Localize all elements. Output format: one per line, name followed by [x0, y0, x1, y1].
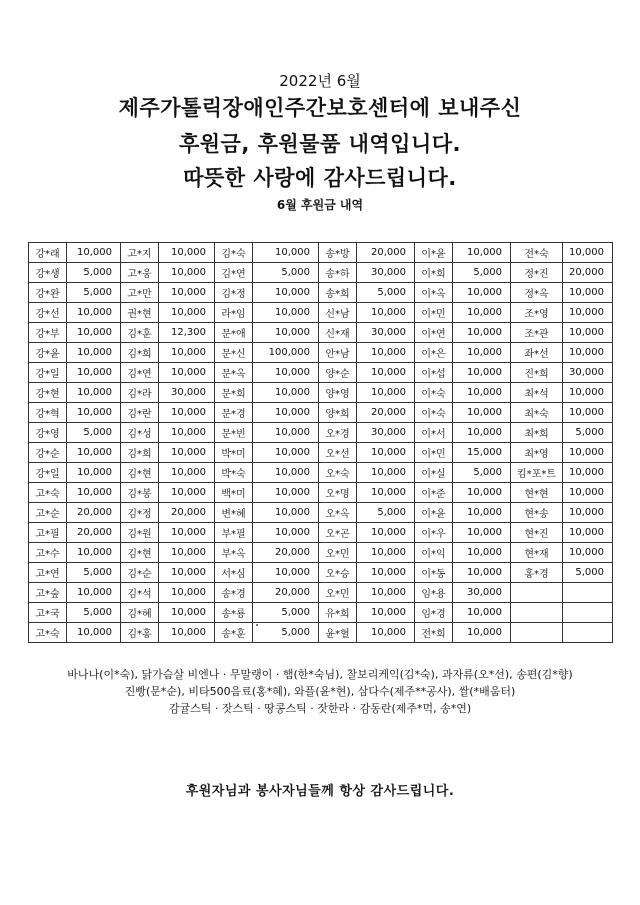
amount-cell: 30,000: [563, 363, 613, 383]
amount-cell: 10,000: [159, 363, 215, 383]
donor-cell: 이*실: [415, 463, 453, 483]
donor-cell: 좌*선: [511, 343, 563, 363]
donor-cell: 김*라: [121, 383, 159, 403]
amount-cell: 10,000: [159, 623, 215, 643]
amount-cell: 10,000: [453, 503, 511, 523]
amount-cell: 10,000: [67, 443, 121, 463]
donor-cell: 오*경: [319, 423, 357, 443]
donor-cell: 강*현: [29, 383, 67, 403]
donor-cell: 이*우: [415, 523, 453, 543]
donor-cell: 전*숙: [511, 243, 563, 263]
amount-cell: 10,000: [67, 343, 121, 363]
amount-cell: 10,000: [67, 463, 121, 483]
amount-cell: 5,000: [253, 603, 319, 623]
donor-cell: 백*미: [215, 483, 253, 503]
donation-table-body: [29, 243, 613, 643]
table-row: [29, 503, 613, 523]
amount-cell: 5,000: [67, 563, 121, 583]
donor-cell: 오*명: [319, 483, 357, 503]
donor-cell: 김*홍: [121, 623, 159, 643]
donor-cell: 박*숙: [215, 463, 253, 483]
amount-cell: 20,000: [357, 403, 415, 423]
amount-cell: 15,000: [453, 443, 511, 463]
amount-cell: 100,000: [253, 343, 319, 363]
amount-cell: 5,000: [67, 603, 121, 623]
donor-cell: 최*석: [511, 383, 563, 403]
amount-cell: 10,000: [453, 283, 511, 303]
amount-cell: 10,000: [67, 543, 121, 563]
amount-cell: 10,000: [563, 343, 613, 363]
amount-cell: 10,000: [253, 243, 319, 263]
donor-cell: 안*남: [319, 343, 357, 363]
donor-cell: 유*희: [319, 603, 357, 623]
amount-cell: 10,000: [453, 323, 511, 343]
amount-cell: 5,000: [67, 283, 121, 303]
donor-cell: 이*섭: [415, 363, 453, 383]
amount-cell: 10,000: [159, 283, 215, 303]
donor-cell: 강*생: [29, 263, 67, 283]
donor-cell: 고*순: [29, 503, 67, 523]
amount-cell: 10,000: [563, 503, 613, 523]
amount-cell: 10,000: [357, 463, 415, 483]
donor-cell: 김*봉: [121, 483, 159, 503]
stray-dot: [256, 624, 258, 626]
donor-cell: 강*순: [29, 443, 67, 463]
amount-cell: 10,000: [253, 483, 319, 503]
donor-cell: 이*숙: [415, 403, 453, 423]
amount-cell: 10,000: [563, 543, 613, 563]
donor-cell: 임*경: [415, 603, 453, 623]
donor-cell: 강*선: [29, 303, 67, 323]
amount-cell: 10,000: [159, 463, 215, 483]
donor-cell: 권*현: [121, 303, 159, 323]
table-row: [29, 303, 613, 323]
donor-cell: 송*훈: [215, 623, 253, 643]
amount-cell: 10,000: [67, 623, 121, 643]
amount-cell: 10,000: [453, 623, 511, 643]
table-row: [29, 263, 613, 283]
amount-cell: 30,000: [357, 423, 415, 443]
amount-cell: 10,000: [253, 463, 319, 483]
table-row: [29, 363, 613, 383]
donor-cell: 문*경: [215, 403, 253, 423]
donor-cell: 오*숙: [319, 463, 357, 483]
donor-cell: 이*동: [415, 563, 453, 583]
donated-items: [0, 666, 640, 717]
donor-cell: 이*희: [415, 263, 453, 283]
amount-cell: 10,000: [159, 543, 215, 563]
donor-cell: 강*일: [29, 463, 67, 483]
table-row: [29, 623, 613, 643]
amount-cell: 10,000: [159, 263, 215, 283]
donor-cell: 송*하: [319, 263, 357, 283]
amount-cell: 10,000: [67, 583, 121, 603]
amount-cell: 20,000: [253, 543, 319, 563]
donor-cell: 김*원: [121, 523, 159, 543]
donor-cell: 최*영: [511, 443, 563, 463]
donor-cell: 김*성: [121, 423, 159, 443]
donor-cell: 최*희: [511, 423, 563, 443]
amount-cell: 10,000: [67, 383, 121, 403]
table-row: [29, 423, 613, 443]
amount-cell: 10,000: [159, 523, 215, 543]
heading-line-3: 따뜻한 사랑에 감사드립니다.: [183, 166, 457, 190]
amount-cell: 10,000: [563, 283, 613, 303]
amount-cell: 30,000: [453, 583, 511, 603]
amount-cell: 5,000: [453, 263, 511, 283]
donor-cell: 김*희: [121, 443, 159, 463]
donor-cell: 강*영: [29, 423, 67, 443]
amount-cell: 10,000: [357, 523, 415, 543]
donor-cell: 김*석: [121, 583, 159, 603]
amount-cell: [563, 583, 613, 603]
donor-cell: 변*혜: [215, 503, 253, 523]
table-row: [29, 483, 613, 503]
amount-cell: 10,000: [453, 243, 511, 263]
amount-cell: 10,000: [159, 603, 215, 623]
table-row: [29, 443, 613, 463]
donor-cell: 윤*혈: [319, 623, 357, 643]
amount-cell: 10,000: [357, 443, 415, 463]
donor-cell: 김*순: [121, 563, 159, 583]
table-row: [29, 543, 613, 563]
amount-cell: 10,000: [563, 383, 613, 403]
amount-cell: 10,000: [159, 303, 215, 323]
amount-cell: 10,000: [67, 403, 121, 423]
amount-cell: 10,000: [357, 563, 415, 583]
donor-cell: 송*방: [319, 243, 357, 263]
amount-cell: 10,000: [253, 303, 319, 323]
donor-cell: 이*숙: [415, 383, 453, 403]
amount-cell: 10,000: [453, 363, 511, 383]
amount-cell: 10,000: [357, 483, 415, 503]
donor-cell: 송*룡: [215, 603, 253, 623]
donor-cell: 문*애: [215, 323, 253, 343]
donation-table: [28, 242, 613, 643]
amount-cell: 20,000: [67, 503, 121, 523]
donor-cell: 양*영: [319, 383, 357, 403]
table-row: [29, 603, 613, 623]
donor-cell: 고*만: [121, 283, 159, 303]
amount-cell: 10,000: [357, 383, 415, 403]
donor-cell: 이*은: [415, 343, 453, 363]
amount-cell: 5,000: [357, 283, 415, 303]
table-row: [29, 283, 613, 303]
donor-cell: 이*민: [415, 303, 453, 323]
table-row: [29, 463, 613, 483]
amount-cell: 10,000: [453, 483, 511, 503]
donor-cell: 문*빈: [215, 423, 253, 443]
donor-cell: 임*용: [415, 583, 453, 603]
amount-cell: 10,000: [159, 243, 215, 263]
amount-cell: [563, 603, 613, 623]
donor-cell: 이*연: [415, 323, 453, 343]
donor-cell: 고*숲: [29, 583, 67, 603]
amount-cell: 10,000: [253, 283, 319, 303]
donor-cell: 김*혜: [121, 603, 159, 623]
donor-cell: 조*관: [511, 323, 563, 343]
amount-cell: 20,000: [563, 263, 613, 283]
donor-cell: 김*희: [121, 343, 159, 363]
amount-cell: 30,000: [357, 263, 415, 283]
donor-cell: 이*익: [415, 543, 453, 563]
amount-cell: 10,000: [159, 563, 215, 583]
donor-cell: 김*란: [121, 403, 159, 423]
donor-cell: 부*필: [215, 523, 253, 543]
table-row: [29, 403, 613, 423]
donor-cell: 강*혁: [29, 403, 67, 423]
amount-cell: 10,000: [253, 323, 319, 343]
donor-cell: 문*신: [215, 343, 253, 363]
donor-cell: 김*연: [215, 263, 253, 283]
amount-cell: 10,000: [253, 363, 319, 383]
closing-message: 후원자님과 봉사자님들께 항상 감사드립니다.: [185, 784, 455, 799]
donor-cell: 김*정: [121, 503, 159, 523]
amount-cell: 10,000: [253, 523, 319, 543]
donor-cell: 정*진: [511, 263, 563, 283]
amount-cell: 10,000: [357, 363, 415, 383]
amount-cell: 10,000: [253, 383, 319, 403]
table-row: [29, 563, 613, 583]
donor-cell: 이*옥: [415, 283, 453, 303]
table-row: [29, 343, 613, 363]
amount-cell: 10,000: [159, 403, 215, 423]
amount-cell: 30,000: [357, 323, 415, 343]
donor-cell: 강*부: [29, 323, 67, 343]
amount-cell: 5,000: [253, 263, 319, 283]
amount-cell: 12,300: [159, 323, 215, 343]
amount-cell: 10,000: [357, 603, 415, 623]
amount-cell: 10,000: [453, 603, 511, 623]
donor-cell: 오*옥: [319, 503, 357, 523]
donor-cell: 강*윤: [29, 343, 67, 363]
donor-cell: 양*희: [319, 403, 357, 423]
donor-cell: 정*옥: [511, 283, 563, 303]
amount-cell: [563, 623, 613, 643]
amount-cell: 10,000: [67, 483, 121, 503]
donor-cell: 강*완: [29, 283, 67, 303]
amount-cell: 10,000: [253, 563, 319, 583]
amount-cell: 10,000: [357, 543, 415, 563]
amount-cell: 10,000: [453, 303, 511, 323]
donor-cell: 고*숙: [29, 483, 67, 503]
amount-cell: 20,000: [253, 583, 319, 603]
amount-cell: 5,000: [563, 423, 613, 443]
donor-cell: 이*윤: [415, 243, 453, 263]
donor-cell: 고*숙: [29, 623, 67, 643]
items-line-3: 감귤스틱 · 잣스틱 · 땅콩스틱 · 잣한라 · 감동란(제주*먹, 송*연): [168, 702, 472, 715]
table-row: [29, 243, 613, 263]
amount-cell: 10,000: [253, 403, 319, 423]
donor-cell: 라*임: [215, 303, 253, 323]
table-row: [29, 583, 613, 603]
donor-cell: 고*연: [29, 563, 67, 583]
amount-cell: 5,000: [357, 503, 415, 523]
amount-cell: 10,000: [159, 483, 215, 503]
donor-cell: 고*수: [29, 543, 67, 563]
amount-cell: 5,000: [453, 463, 511, 483]
amount-cell: 10,000: [563, 243, 613, 263]
donor-cell: 조*영: [511, 303, 563, 323]
donor-cell: 김*연: [121, 363, 159, 383]
donor-cell: 강*일: [29, 363, 67, 383]
donor-cell: 현*진: [511, 523, 563, 543]
amount-cell: 10,000: [159, 343, 215, 363]
donor-cell: 송*경: [215, 583, 253, 603]
donor-cell: 최*숙: [511, 403, 563, 423]
donor-cell: 김*현: [121, 463, 159, 483]
donor-cell: 김*훈: [121, 323, 159, 343]
donor-cell: 이*윤: [415, 503, 453, 523]
amount-cell: 10,000: [563, 463, 613, 483]
amount-cell: 5,000: [67, 263, 121, 283]
donor-cell: 고*지: [121, 243, 159, 263]
donor-cell: 신*남: [319, 303, 357, 323]
donor-cell: 신*재: [319, 323, 357, 343]
amount-cell: 10,000: [563, 443, 613, 463]
donor-cell: 오*곤: [319, 523, 357, 543]
donor-cell: 문*희: [215, 383, 253, 403]
donor-cell: 김*정: [215, 283, 253, 303]
amount-cell: 20,000: [357, 243, 415, 263]
amount-cell: 10,000: [357, 303, 415, 323]
donor-cell: 오*승: [319, 563, 357, 583]
amount-cell: 10,000: [563, 483, 613, 503]
donor-cell: 박*미: [215, 443, 253, 463]
amount-cell: 5,000: [253, 623, 319, 643]
donor-cell: 이*민: [415, 443, 453, 463]
amount-cell: 10,000: [67, 363, 121, 383]
amount-cell: 5,000: [67, 423, 121, 443]
donor-cell: 서*심: [215, 563, 253, 583]
amount-cell: 10,000: [563, 403, 613, 423]
donor-cell: 고*국: [29, 603, 67, 623]
donor-cell: 현*송: [511, 503, 563, 523]
donor-cell: 김*현: [121, 543, 159, 563]
amount-cell: 10,000: [453, 403, 511, 423]
heading-line-1: 제주가톨릭장애인주간보호센터에 보내주신: [118, 96, 522, 120]
amount-cell: 10,000: [67, 243, 121, 263]
amount-cell: 5,000: [563, 563, 613, 583]
amount-cell: 10,000: [253, 443, 319, 463]
donor-cell: 고*웅: [121, 263, 159, 283]
items-line-1: 바나나(이*숙), 닭가슴살 비엔나 · 무말랭이 · 햄(한*숙님), 찰보리케익(김*숙), 과자류(오*선), 송편(김*향): [67, 668, 573, 681]
donor-cell: 현*재: [511, 543, 563, 563]
amount-cell: 10,000: [563, 303, 613, 323]
donor-cell: 전*희: [415, 623, 453, 643]
donor-cell: 이*서: [415, 423, 453, 443]
amount-cell: 20,000: [67, 523, 121, 543]
amount-cell: 10,000: [159, 423, 215, 443]
heading-line-2: 후원금, 후원물품 내역입니다.: [178, 132, 461, 156]
report-date: 2022년 6월: [279, 72, 361, 90]
donor-cell: [511, 583, 563, 603]
amount-cell: 10,000: [357, 623, 415, 643]
donor-cell: 오*민: [319, 543, 357, 563]
amount-cell: 10,000: [563, 323, 613, 343]
amount-cell: 10,000: [253, 503, 319, 523]
amount-cell: 10,000: [253, 423, 319, 443]
donor-cell: 양*순: [319, 363, 357, 383]
amount-cell: 20,000: [159, 503, 215, 523]
amount-cell: 10,000: [453, 523, 511, 543]
table-row: [29, 323, 613, 343]
amount-cell: 10,000: [67, 323, 121, 343]
amount-cell: 10,000: [357, 343, 415, 363]
donor-cell: 현*현: [511, 483, 563, 503]
amount-cell: 10,000: [563, 523, 613, 543]
donor-cell: 킴*포*트: [511, 463, 563, 483]
donor-cell: 고*필: [29, 523, 67, 543]
items-line-2: 진빵(문*순), 비타500음료(홍*혜), 와플(윤*현), 삼다수(제주**공사), 쌀(*배움터): [124, 685, 516, 698]
table-subtitle: 6월 후원금 내역: [276, 198, 364, 212]
amount-cell: 10,000: [159, 583, 215, 603]
donor-cell: [511, 623, 563, 643]
amount-cell: 10,000: [453, 383, 511, 403]
donor-cell: 부*옥: [215, 543, 253, 563]
donor-cell: 진*희: [511, 363, 563, 383]
amount-cell: 10,000: [67, 303, 121, 323]
amount-cell: 10,000: [159, 443, 215, 463]
donor-cell: 송*희: [319, 283, 357, 303]
donor-cell: 이*준: [415, 483, 453, 503]
table-row: [29, 383, 613, 403]
donor-cell: 문*옥: [215, 363, 253, 383]
donor-cell: 오*선: [319, 443, 357, 463]
amount-cell: 30,000: [159, 383, 215, 403]
amount-cell: 10,000: [453, 423, 511, 443]
amount-cell: 10,000: [453, 343, 511, 363]
donor-cell: [511, 603, 563, 623]
amount-cell: 10,000: [453, 563, 511, 583]
donor-cell: 강*래: [29, 243, 67, 263]
donor-cell: 오*민: [319, 583, 357, 603]
amount-cell: 10,000: [357, 583, 415, 603]
donor-cell: 홍*경: [511, 563, 563, 583]
amount-cell: 10,000: [453, 543, 511, 563]
table-row: [29, 523, 613, 543]
donor-cell: 김*숙: [215, 243, 253, 263]
